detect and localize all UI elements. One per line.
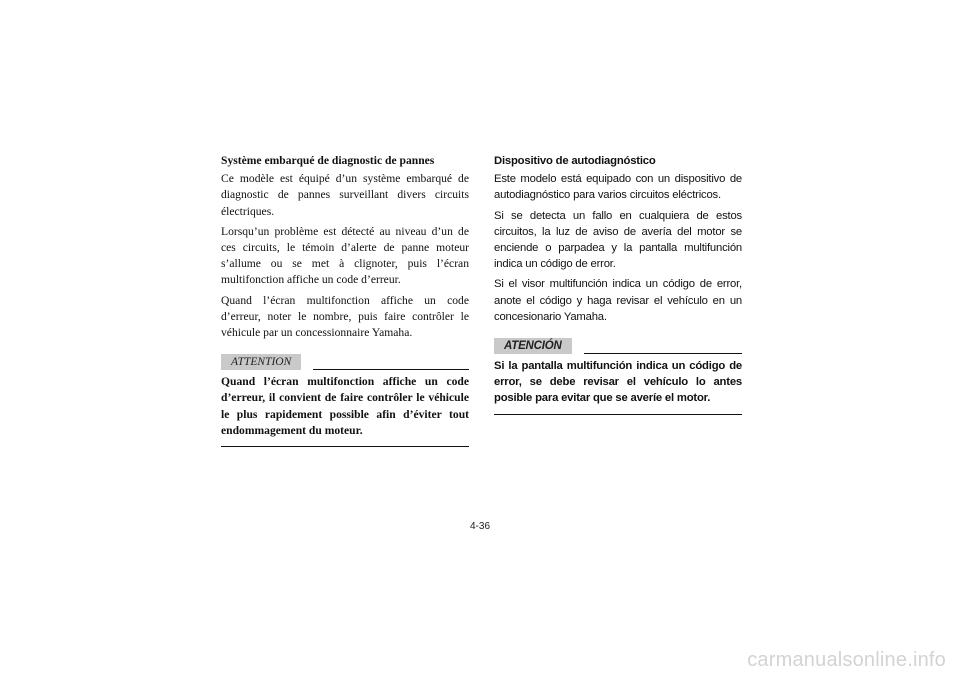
spanish-paragraph-2: Si se detecta un fallo en cualquiera de estos circuitos, la luz de aviso de avería del motor se enciende o parpadea y la pantalla multifunción indica un código de error. [494,209,742,271]
spanish-column [494,153,742,415]
spanish-paragraph-3: Si el visor multifunción indica un código de error, anote el código y haga revisar el vehículo en un concesionario Yamaha. [494,278,742,323]
french-heading: Système embarqué de diagnostic de pannes [221,154,435,167]
french-paragraph-2: Lorsqu’un problème est détecté au niveau d’un de ces circuits, le témoin d’alerte de panne moteur s’allume ou se met à clignoter, puis l’écran multifonction affiche un code d’erreur. [221,224,469,287]
spanish-heading: Dispositivo de autodiagnóstico [494,155,656,167]
french-notice-text: Quand l’écran multifonction affiche un code d’erreur, il convient de faire contrôler le véhicule le plus rapidement possible afin d’éviter tout endommagement du moteur. [221,374,469,447]
french-column [221,153,469,447]
spanish-notice-rule [584,353,742,354]
french-notice-header [221,353,469,370]
watermark-text: carmanualsonline.info [747,649,946,671]
spanish-notice-label: ATENCIÓN [494,338,572,354]
spanish-notice-text: Si la pantalla multifunción indica un código de error, se debe revisar el vehículo lo antes posible para evitar que se averíe el motor. [494,358,742,415]
french-notice-rule [313,369,469,370]
spanish-notice-header [494,337,742,354]
french-paragraph-3: Quand l’écran multifonction affiche un code d’erreur, noter le nombre, puis faire contrôler le véhicule par un concessionnaire Yamaha. [221,293,469,340]
page-number: 4-36 [470,521,491,532]
spanish-paragraph-1: Este modelo está equipado con un dispositivo de autodiagnóstico para varios circuitos eléctricos. [494,173,742,202]
french-paragraph-1: Ce modèle est équipé d’un système embarqué de diagnostic de pannes surveillant divers circuits électriques. [221,172,469,218]
french-notice-label: ATTENTION [221,354,301,370]
